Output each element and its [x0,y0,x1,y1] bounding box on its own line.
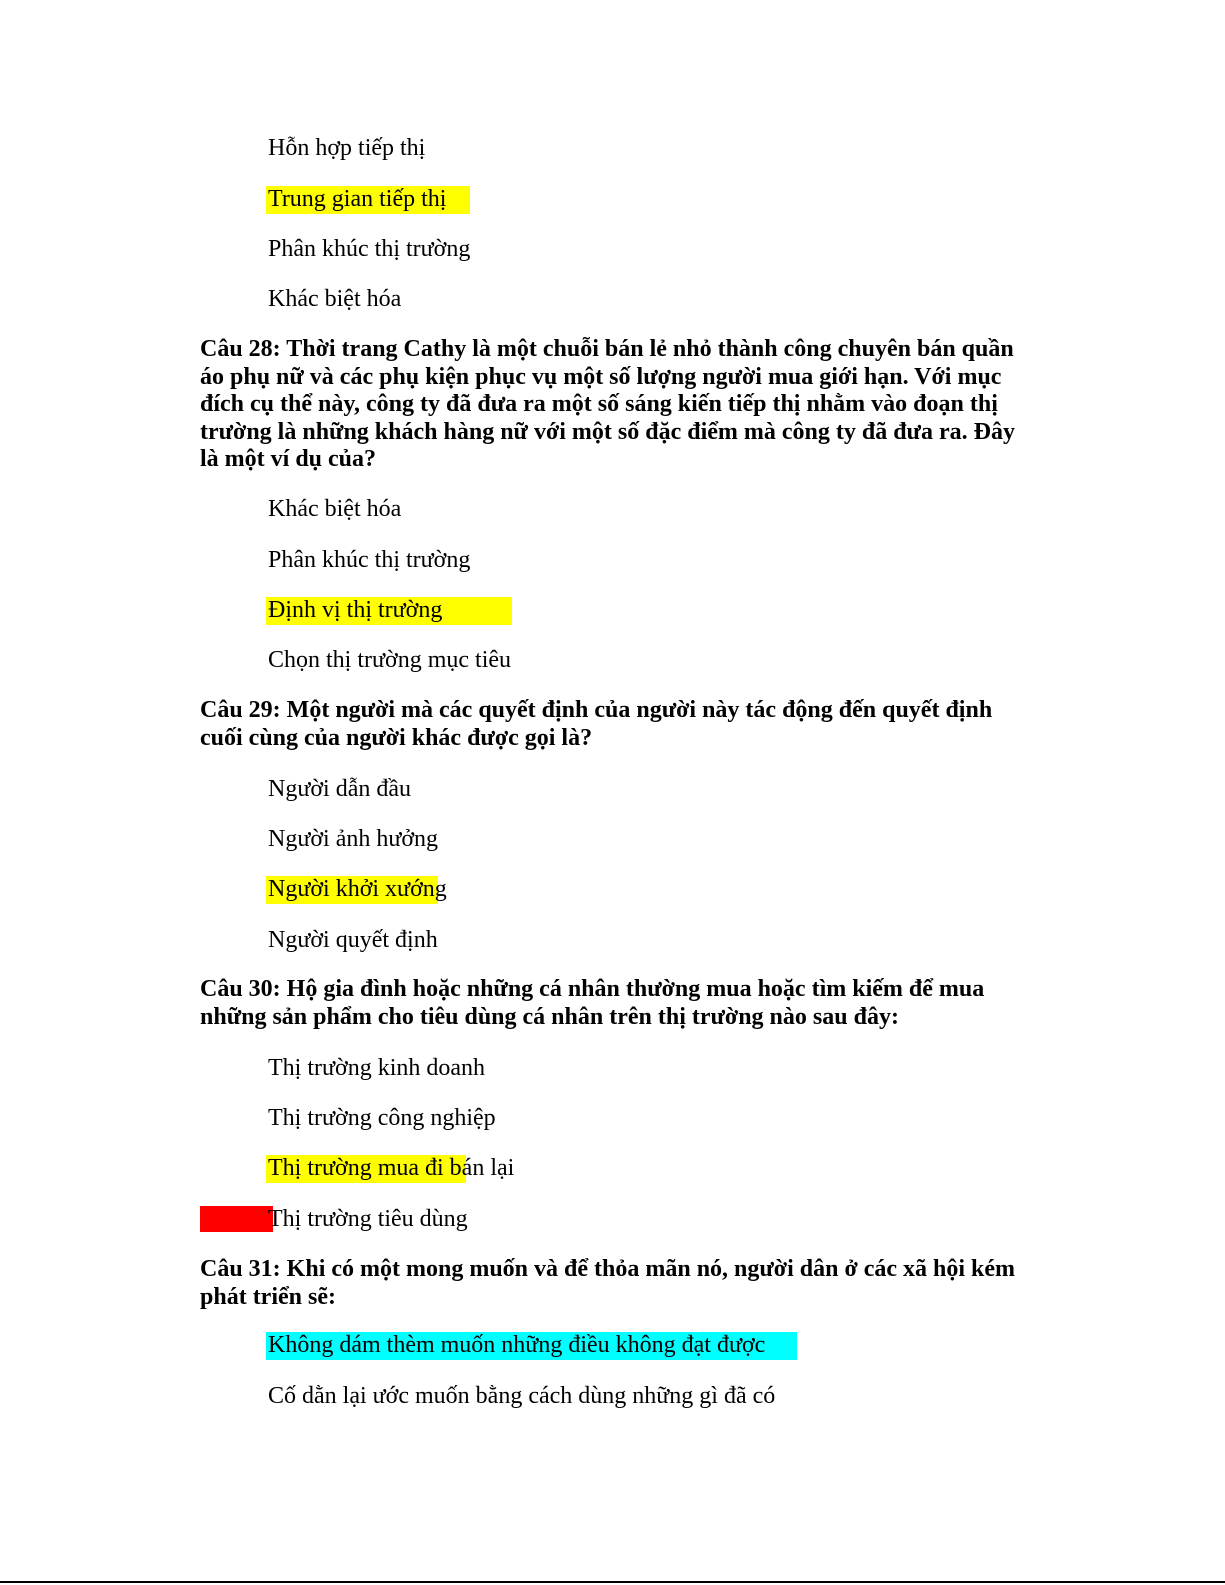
question-28: Câu 28: Thời trang Cathy là một chuỗi bán lẻ nhỏ thành công chuyên bán quần áo phụ nữ và các phụ kiện phục vụ một số lượng người mua giới hạn. Với mục đích cụ thể này, công ty đã đưa ra một số sáng kiến tiếp thị nhằm vào đoạn thị trường là những khách hàng nữ với một số đặc điểm mà công ty đã đưa ra. Đây là một ví dụ của? [200,336,1015,472]
q29-option-1: Người dẫn đầu [268,776,412,802]
q29-option-2: Người ảnh hưởng [268,826,439,852]
q31-option-2: Cố dằn lại ước muốn bằng cách dùng những gì đã có [268,1383,776,1409]
page-bottom-edge [0,1581,1225,1583]
q30-option-3: Thị trường mua đi bán lại [268,1155,515,1181]
question-30: Câu 30: Hộ gia đình hoặc những cá nhân thường mua hoặc tìm kiếm để mua những sản phẩm cho tiêu dùng cá nhân trên thị trường nào sau đây: [200,976,985,1030]
q27-option-4: Khác biệt hóa [268,286,402,312]
q28-option-3: Định vị thị trường [268,597,443,623]
q31-option-1: Không dám thèm muốn những điều không đạt được [268,1332,766,1358]
q28-option-4: Chọn thị trường mục tiêu [268,647,512,673]
q29-option-3: Người khởi xướng [268,876,447,902]
q27-option-2: Trung gian tiếp thị [268,186,447,212]
question-31: Câu 31: Khi có một mong muốn và để thỏa mãn nó, người dân ở các xã hội kém phát triển sẽ: [200,1256,1016,1310]
q27-option-3: Phân khúc thị trường [268,236,471,262]
q28-option-1: Khác biệt hóa [268,496,402,522]
q30-option-4: Thị trường tiêu dùng [268,1206,468,1232]
question-29: Câu 29: Một người mà các quyết định của người này tác động đến quyết định cuối cùng của người khác được gọi là? [200,697,993,751]
q30-option-1: Thị trường kinh doanh [268,1055,486,1081]
q29-option-4: Người quyết định [268,927,438,953]
q30-option-2: Thị trường công nghiệp [268,1105,496,1131]
red-marker [200,1206,273,1232]
q28-option-2: Phân khúc thị trường [268,547,471,573]
q27-option-1: Hỗn hợp tiếp thị [268,135,426,161]
